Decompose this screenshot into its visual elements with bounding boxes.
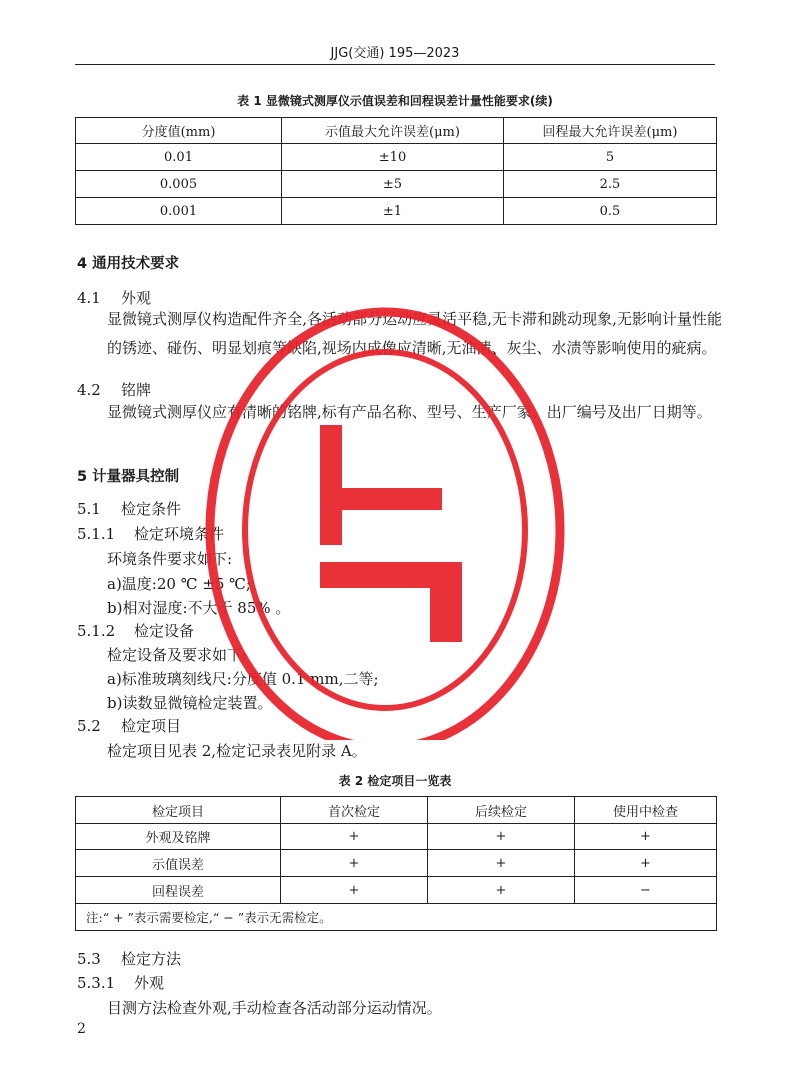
table1-header-row: [76, 118, 717, 144]
table2: [75, 796, 717, 931]
section-4-1-text: 显微镜式测厚仪构造配件齐全,各活动部分运动应灵活平稳,无卡滞和跳动现象,无影响计量性能的锈迹、碰伤、明显划痕等缺陷,视场内成像应清晰,无油渍、灰尘、水渍等影响使用的疵病。: [107, 310, 722, 357]
table2-cell: +: [281, 824, 428, 850]
section-title: 外观: [134, 974, 165, 992]
section-5-1-2-heading: [77, 620, 194, 641]
table-row: [76, 824, 717, 850]
table2-cell: +: [575, 850, 717, 877]
header-rule: [75, 64, 715, 65]
table2-caption: 表 2 检定项目一览表: [338, 774, 452, 788]
table2-cell: +: [281, 877, 428, 904]
table1-col-2: 回程最大允许误差(μm): [504, 118, 717, 144]
section-number: 4.1: [77, 289, 101, 307]
stamp-logo-icon: [320, 425, 462, 642]
table1-cell: ±5: [282, 171, 504, 198]
section-title: 检定方法: [121, 950, 182, 968]
table1-cell: 5: [504, 144, 717, 171]
table2-cell: 回程误差: [76, 877, 281, 904]
table2-col-3: 使用中检查: [575, 797, 717, 824]
table2-note: 注:“ + ”表示需要检定,“ − ”表示无需检定。: [76, 904, 717, 931]
section4-heading: 4 通用技术要求: [77, 256, 180, 272]
section-number: 5.1: [77, 500, 101, 518]
table1: [75, 117, 717, 225]
section-5-3-1-text: 目测方法检查外观,手动检查各活动部分运动情况。: [107, 999, 442, 1017]
table-row: [76, 850, 717, 877]
section-number: 5.2: [77, 717, 101, 735]
table2-col-0: 检定项目: [76, 797, 281, 824]
section-5-3-heading: [77, 948, 181, 969]
list-item: b)读数显微镜检定装置。: [107, 694, 273, 712]
section-5-1-heading: [77, 498, 181, 519]
table1-cell: 0.5: [504, 198, 717, 225]
table2-header-row: [76, 797, 717, 824]
page-header: JJG(交通) 195—2023: [330, 46, 460, 61]
section-5-1-1-heading: [77, 523, 224, 544]
section5-heading: 5 计量器具控制: [77, 469, 180, 485]
stamp-logo-bar: [342, 488, 442, 510]
page-number: 2: [77, 1021, 86, 1037]
section-title: 检定设备: [134, 622, 195, 640]
table-row: [76, 877, 717, 904]
stamp-logo-hook: [320, 562, 462, 642]
table1-cell: 0.005: [76, 171, 282, 198]
table2-cell: 外观及铭牌: [76, 824, 281, 850]
table1-col-0: 分度值(mm): [76, 118, 282, 144]
stamp-logo-stem: [320, 425, 342, 545]
section-5-1-2-intro: 检定设备及要求如下:: [107, 646, 248, 664]
table2-cell: +: [428, 850, 575, 877]
list-item: a)标准玻璃刻线尺:分度值 0.1 mm,二等;: [107, 670, 379, 688]
section-title: 检定条件: [121, 500, 182, 518]
list-item: a)温度:20 ℃ ±5 ℃;: [107, 575, 251, 593]
table1-cell: 0.01: [76, 144, 282, 171]
section-number: 5.1.2: [77, 622, 116, 640]
table2-col-2: 后续检定: [428, 797, 575, 824]
table2-cell: +: [428, 824, 575, 850]
section-number: 4.2: [77, 381, 101, 399]
section-title: 检定环境条件: [134, 525, 225, 543]
table2-cell: 示值误差: [76, 850, 281, 877]
table1-cell: ±10: [282, 144, 504, 171]
table2-cell: −: [575, 877, 717, 904]
table1-col-1: 示值最大允许误差(μm): [282, 118, 504, 144]
section-5-3-1-heading: [77, 972, 164, 993]
table-row: [76, 144, 717, 171]
table1-cell: 2.5: [504, 171, 717, 198]
table-row: [76, 198, 717, 225]
table1-cell: 0.001: [76, 198, 282, 225]
table2-col-1: 首次检定: [281, 797, 428, 824]
section-5-2-text: 检定项目见表 2,检定记录表见附录 A。: [107, 742, 367, 760]
table2-cell: +: [281, 850, 428, 877]
table2-cell: +: [575, 824, 717, 850]
table2-cell: +: [428, 877, 575, 904]
section-number: 5.1.1: [77, 525, 116, 543]
section-title: 铭牌: [121, 381, 152, 399]
section-4-2-heading: [77, 379, 151, 400]
section-5-1-1-intro: 环境条件要求如下:: [107, 550, 233, 568]
list-item: b)相对湿度:不大于 85% 。: [107, 599, 291, 617]
section-5-2-heading: [77, 715, 181, 736]
table1-caption: 表 1 显微镜式测厚仪示值误差和回程误差计量性能要求(续): [237, 94, 553, 108]
section-4-2-text: 显微镜式测厚仪应有清晰的铭牌,标有产品名称、型号、生产厂家、出厂编号及出厂日期等。: [107, 403, 712, 421]
section-number: 5.3: [77, 950, 101, 968]
section-title: 检定项目: [121, 717, 182, 735]
table1-cell: ±1: [282, 198, 504, 225]
section-number: 5.3.1: [77, 974, 116, 992]
table2-note-row: [76, 904, 717, 931]
table-row: [76, 171, 717, 198]
section-title: 外观: [121, 289, 152, 307]
